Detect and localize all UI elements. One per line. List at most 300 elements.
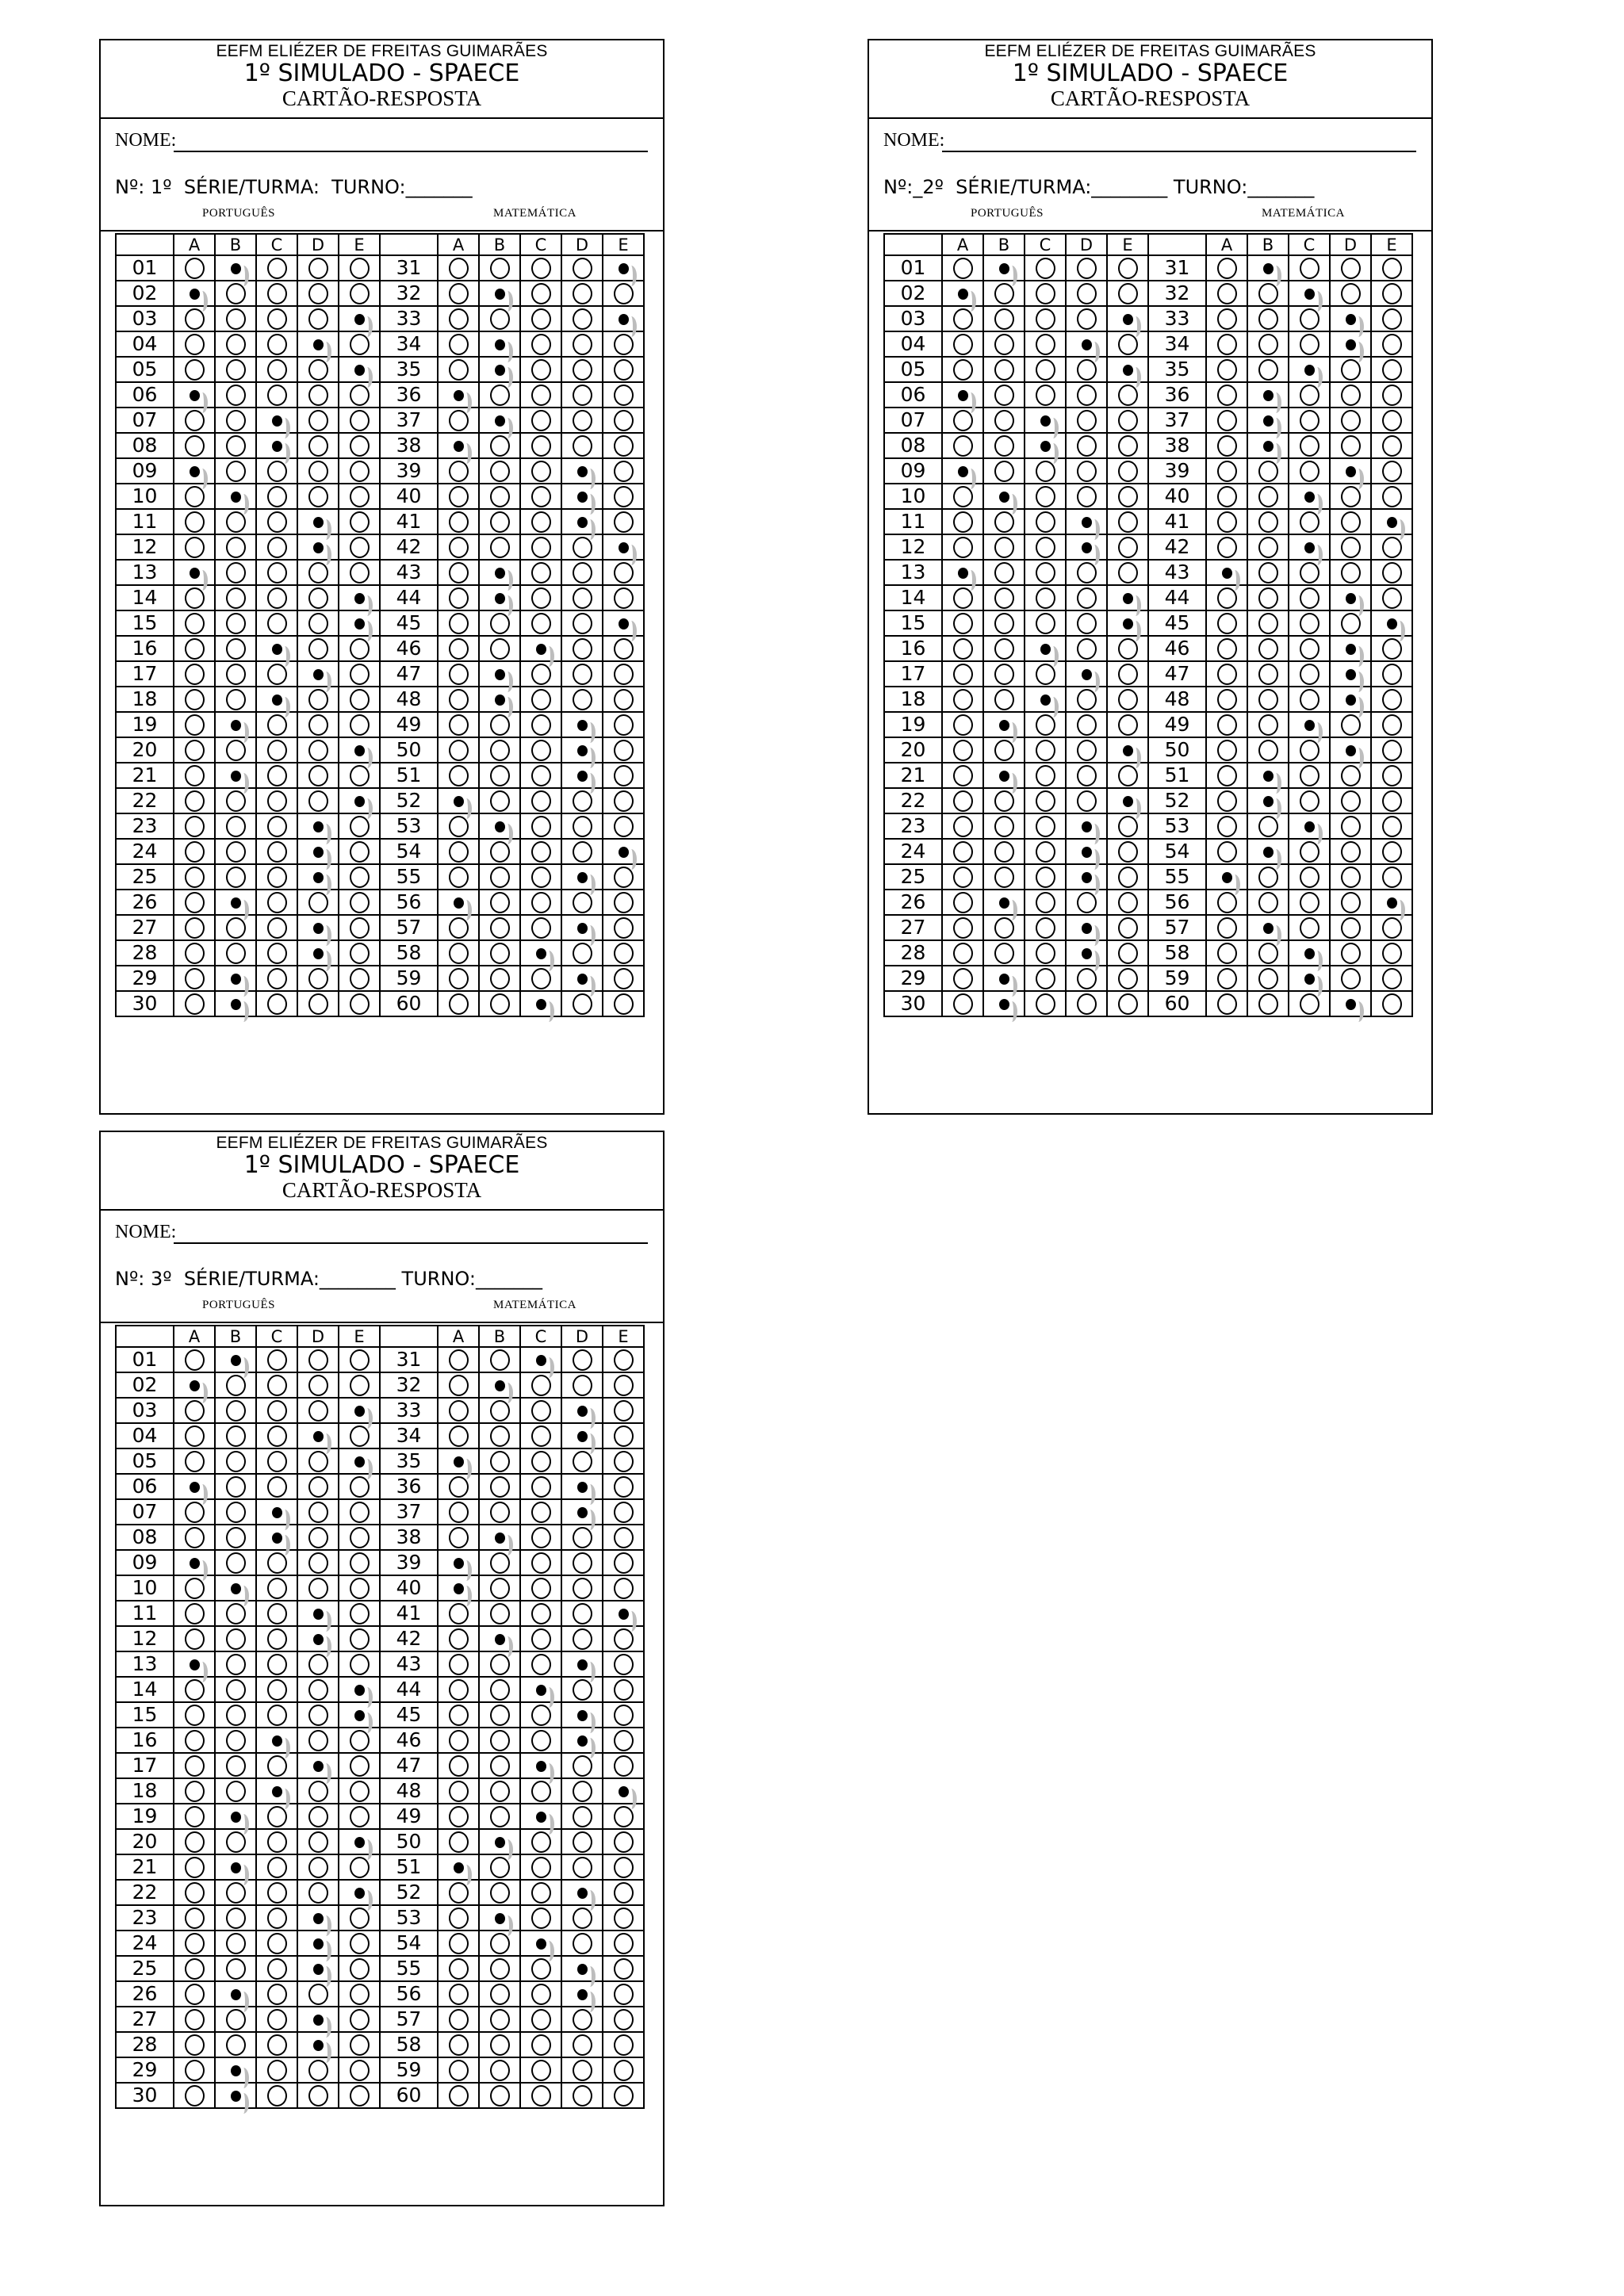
answer-cell[interactable]: [174, 1525, 215, 1550]
answer-bubble[interactable]: [267, 1476, 287, 1498]
answer-bubble[interactable]: [1077, 410, 1097, 431]
answer-cell[interactable]: [215, 839, 256, 864]
answer-cell[interactable]: [520, 1753, 561, 1778]
answer-cell[interactable]: [561, 991, 603, 1016]
answer-bubble[interactable]: [308, 435, 328, 457]
answer-cell[interactable]: [1247, 712, 1289, 737]
answer-cell[interactable]: [438, 1880, 479, 1905]
answer-bubble[interactable]: [226, 587, 246, 609]
answer-cell[interactable]: [479, 1423, 520, 1448]
answer-cell[interactable]: [603, 1525, 644, 1550]
answer-cell[interactable]: [256, 255, 297, 281]
answer-cell[interactable]: [174, 1702, 215, 1728]
answer-bubble[interactable]: [449, 258, 469, 279]
answer-cell[interactable]: [215, 2057, 256, 2083]
answer-cell[interactable]: [520, 661, 561, 687]
answer-bubble[interactable]: [573, 1806, 592, 1827]
answer-cell[interactable]: [297, 484, 339, 509]
filled-mark[interactable]: [231, 897, 241, 909]
filled-mark[interactable]: [354, 1710, 365, 1721]
answer-cell[interactable]: [256, 1702, 297, 1728]
answer-bubble[interactable]: [1077, 790, 1097, 812]
answer-cell[interactable]: [256, 864, 297, 890]
answer-bubble[interactable]: [573, 2034, 592, 2056]
answer-bubble[interactable]: [308, 613, 328, 634]
answer-cell[interactable]: [215, 991, 256, 1016]
answer-cell[interactable]: [215, 687, 256, 712]
answer-bubble[interactable]: [449, 917, 469, 939]
answer-cell[interactable]: [174, 1931, 215, 1956]
answer-cell[interactable]: [561, 839, 603, 864]
answer-cell[interactable]: [1330, 509, 1371, 534]
answer-cell[interactable]: [561, 1981, 603, 2007]
answer-bubble[interactable]: [490, 993, 510, 1015]
answer-cell[interactable]: [479, 331, 520, 357]
answer-cell[interactable]: [479, 2083, 520, 2108]
answer-bubble[interactable]: [1300, 461, 1320, 482]
answer-bubble[interactable]: [185, 664, 205, 685]
answer-cell[interactable]: [339, 687, 380, 712]
answer-cell[interactable]: [1107, 585, 1148, 610]
answer-bubble[interactable]: [614, 943, 634, 964]
answer-cell[interactable]: [174, 585, 215, 610]
answer-bubble[interactable]: [614, 1476, 634, 1498]
filled-mark[interactable]: [313, 669, 324, 680]
answer-bubble[interactable]: [490, 2085, 510, 2107]
answer-bubble[interactable]: [1036, 892, 1055, 913]
answer-bubble[interactable]: [267, 1882, 287, 1904]
answer-bubble[interactable]: [531, 537, 551, 558]
student-info-line[interactable]: Nº: 1º SÉRIE/TURMA: TURNO:_______: [115, 176, 473, 198]
answer-cell[interactable]: [215, 788, 256, 813]
answer-cell[interactable]: [603, 1626, 644, 1651]
answer-bubble[interactable]: [490, 867, 510, 888]
answer-cell[interactable]: [561, 940, 603, 966]
answer-bubble[interactable]: [953, 664, 973, 685]
answer-bubble[interactable]: [308, 461, 328, 482]
answer-cell[interactable]: [479, 2057, 520, 2083]
filled-mark[interactable]: [231, 263, 241, 274]
answer-cell[interactable]: [1371, 509, 1412, 534]
answer-cell[interactable]: [438, 534, 479, 560]
answer-bubble[interactable]: [573, 1908, 592, 1929]
answer-cell[interactable]: [1371, 712, 1412, 737]
filled-mark[interactable]: [1082, 669, 1092, 680]
name-field[interactable]: [174, 1242, 648, 1244]
answer-cell[interactable]: [339, 1550, 380, 1575]
answer-cell[interactable]: [479, 408, 520, 433]
answer-cell[interactable]: [339, 1499, 380, 1525]
answer-bubble[interactable]: [953, 892, 973, 913]
answer-cell[interactable]: [215, 1702, 256, 1728]
answer-cell[interactable]: [520, 1550, 561, 1575]
answer-bubble[interactable]: [994, 334, 1014, 355]
answer-cell[interactable]: [438, 357, 479, 382]
answer-cell[interactable]: [520, 610, 561, 636]
answer-cell[interactable]: [215, 1905, 256, 1931]
answer-bubble[interactable]: [226, 410, 246, 431]
filled-mark[interactable]: [313, 542, 324, 553]
answer-bubble[interactable]: [350, 917, 370, 939]
answer-cell[interactable]: [256, 1753, 297, 1778]
answer-cell[interactable]: [479, 966, 520, 991]
answer-cell[interactable]: [520, 915, 561, 940]
answer-bubble[interactable]: [1077, 562, 1097, 584]
answer-cell[interactable]: [174, 890, 215, 915]
answer-bubble[interactable]: [531, 1476, 551, 1498]
answer-bubble[interactable]: [185, 892, 205, 913]
answer-cell[interactable]: [297, 357, 339, 382]
answer-cell[interactable]: [1289, 763, 1330, 788]
answer-cell[interactable]: [561, 382, 603, 408]
answer-cell[interactable]: [1025, 408, 1066, 433]
answer-cell[interactable]: [256, 1474, 297, 1499]
answer-cell[interactable]: [256, 1651, 297, 1677]
answer-cell[interactable]: [1025, 585, 1066, 610]
answer-bubble[interactable]: [350, 1527, 370, 1548]
answer-bubble[interactable]: [226, 2034, 246, 2056]
answer-cell[interactable]: [1330, 484, 1371, 509]
answer-bubble[interactable]: [308, 283, 328, 304]
answer-bubble[interactable]: [185, 1755, 205, 1777]
answer-bubble[interactable]: [490, 1933, 510, 1954]
answer-cell[interactable]: [603, 1854, 644, 1880]
answer-bubble[interactable]: [1382, 435, 1402, 457]
answer-cell[interactable]: [520, 1398, 561, 1423]
answer-cell[interactable]: [479, 1398, 520, 1423]
answer-cell[interactable]: [1247, 940, 1289, 966]
filled-mark[interactable]: [454, 796, 464, 807]
answer-cell[interactable]: [1289, 306, 1330, 331]
answer-cell[interactable]: [438, 255, 479, 281]
answer-bubble[interactable]: [614, 1552, 634, 1574]
answer-cell[interactable]: [438, 382, 479, 408]
answer-cell[interactable]: [256, 1931, 297, 1956]
answer-bubble[interactable]: [573, 1755, 592, 1777]
answer-bubble[interactable]: [614, 790, 634, 812]
answer-bubble[interactable]: [573, 2060, 592, 2081]
answer-cell[interactable]: [942, 940, 983, 966]
answer-bubble[interactable]: [308, 968, 328, 989]
answer-cell[interactable]: [1289, 712, 1330, 737]
answer-cell[interactable]: [561, 661, 603, 687]
answer-bubble[interactable]: [490, 1654, 510, 1675]
answer-bubble[interactable]: [490, 1857, 510, 1878]
answer-bubble[interactable]: [308, 1502, 328, 1523]
answer-cell[interactable]: [479, 1981, 520, 2007]
answer-cell[interactable]: [520, 1880, 561, 1905]
answer-bubble[interactable]: [1382, 765, 1402, 786]
answer-bubble[interactable]: [531, 587, 551, 609]
answer-cell[interactable]: [1025, 712, 1066, 737]
answer-bubble[interactable]: [614, 638, 634, 660]
answer-cell[interactable]: [297, 1525, 339, 1550]
answer-bubble[interactable]: [267, 2085, 287, 2107]
answer-bubble[interactable]: [531, 968, 551, 989]
answer-bubble[interactable]: [1258, 816, 1278, 837]
answer-bubble[interactable]: [1382, 461, 1402, 482]
answer-cell[interactable]: [339, 737, 380, 763]
answer-cell[interactable]: [174, 1575, 215, 1601]
answer-bubble[interactable]: [1118, 435, 1138, 457]
answer-bubble[interactable]: [350, 943, 370, 964]
answer-bubble[interactable]: [573, 2085, 592, 2107]
answer-bubble[interactable]: [350, 714, 370, 736]
answer-bubble[interactable]: [1217, 689, 1237, 710]
answer-bubble[interactable]: [531, 1527, 551, 1548]
answer-cell[interactable]: [1107, 560, 1148, 585]
answer-cell[interactable]: [603, 1956, 644, 1981]
answer-bubble[interactable]: [490, 1679, 510, 1701]
filled-mark[interactable]: [1346, 314, 1356, 325]
answer-cell[interactable]: [1330, 458, 1371, 484]
answer-bubble[interactable]: [1118, 664, 1138, 685]
answer-bubble[interactable]: [1382, 638, 1402, 660]
answer-cell[interactable]: [256, 1601, 297, 1626]
answer-bubble[interactable]: [226, 461, 246, 482]
answer-cell[interactable]: [339, 763, 380, 788]
answer-cell[interactable]: [1371, 458, 1412, 484]
answer-bubble[interactable]: [226, 1425, 246, 1447]
answer-bubble[interactable]: [267, 714, 287, 736]
answer-cell[interactable]: [1025, 357, 1066, 382]
answer-cell[interactable]: [942, 382, 983, 408]
answer-cell[interactable]: [339, 1880, 380, 1905]
answer-cell[interactable]: [339, 306, 380, 331]
answer-cell[interactable]: [1371, 281, 1412, 306]
filled-mark[interactable]: [495, 593, 505, 604]
answer-bubble[interactable]: [449, 2085, 469, 2107]
answer-cell[interactable]: [339, 1651, 380, 1677]
answer-cell[interactable]: [174, 1448, 215, 1474]
answer-bubble[interactable]: [1258, 283, 1278, 304]
answer-bubble[interactable]: [350, 258, 370, 279]
answer-bubble[interactable]: [1341, 435, 1361, 457]
answer-cell[interactable]: [339, 966, 380, 991]
answer-cell[interactable]: [1025, 382, 1066, 408]
answer-cell[interactable]: [1289, 813, 1330, 839]
answer-bubble[interactable]: [267, 1654, 287, 1675]
answer-bubble[interactable]: [490, 1984, 510, 2005]
answer-bubble[interactable]: [573, 385, 592, 406]
answer-bubble[interactable]: [573, 892, 592, 913]
answer-bubble[interactable]: [614, 1400, 634, 1422]
answer-bubble[interactable]: [308, 1831, 328, 1853]
answer-cell[interactable]: [1371, 890, 1412, 915]
answer-cell[interactable]: [297, 839, 339, 864]
answer-cell[interactable]: [1330, 408, 1371, 433]
answer-cell[interactable]: [1247, 458, 1289, 484]
answer-bubble[interactable]: [308, 486, 328, 507]
answer-bubble[interactable]: [573, 1857, 592, 1878]
answer-bubble[interactable]: [531, 486, 551, 507]
answer-bubble[interactable]: [1382, 917, 1402, 939]
answer-bubble[interactable]: [490, 537, 510, 558]
answer-cell[interactable]: [1330, 585, 1371, 610]
answer-cell[interactable]: [561, 509, 603, 534]
answer-bubble[interactable]: [1036, 359, 1055, 381]
answer-bubble[interactable]: [1036, 537, 1055, 558]
answer-bubble[interactable]: [350, 283, 370, 304]
answer-cell[interactable]: [1025, 813, 1066, 839]
answer-cell[interactable]: [942, 255, 983, 281]
filled-mark[interactable]: [1304, 492, 1315, 503]
answer-bubble[interactable]: [994, 435, 1014, 457]
answer-bubble[interactable]: [1258, 613, 1278, 634]
filled-mark[interactable]: [577, 466, 588, 477]
filled-mark[interactable]: [1346, 999, 1356, 1010]
filled-mark[interactable]: [354, 745, 365, 756]
filled-mark[interactable]: [313, 2015, 324, 2026]
answer-bubble[interactable]: [449, 1502, 469, 1523]
answer-cell[interactable]: [479, 484, 520, 509]
answer-bubble[interactable]: [308, 2085, 328, 2107]
answer-bubble[interactable]: [226, 308, 246, 330]
answer-bubble[interactable]: [308, 258, 328, 279]
answer-cell[interactable]: [339, 915, 380, 940]
answer-cell[interactable]: [561, 408, 603, 433]
answer-bubble[interactable]: [1258, 359, 1278, 381]
answer-cell[interactable]: [520, 433, 561, 458]
answer-cell[interactable]: [561, 1905, 603, 1931]
answer-bubble[interactable]: [185, 511, 205, 533]
answer-cell[interactable]: [520, 813, 561, 839]
answer-cell[interactable]: [297, 1651, 339, 1677]
answer-cell[interactable]: [1289, 991, 1330, 1016]
answer-bubble[interactable]: [1036, 816, 1055, 837]
answer-cell[interactable]: [256, 1956, 297, 1981]
answer-bubble[interactable]: [226, 562, 246, 584]
answer-bubble[interactable]: [185, 1806, 205, 1827]
answer-cell[interactable]: [256, 1448, 297, 1474]
filled-mark[interactable]: [577, 1888, 588, 1899]
answer-cell[interactable]: [256, 1905, 297, 1931]
answer-bubble[interactable]: [1118, 968, 1138, 989]
answer-cell[interactable]: [438, 813, 479, 839]
answer-bubble[interactable]: [490, 1705, 510, 1726]
answer-cell[interactable]: [983, 408, 1025, 433]
answer-bubble[interactable]: [350, 841, 370, 863]
answer-cell[interactable]: [438, 991, 479, 1016]
filled-mark[interactable]: [1040, 695, 1051, 706]
answer-cell[interactable]: [1025, 940, 1066, 966]
answer-cell[interactable]: [942, 737, 983, 763]
answer-bubble[interactable]: [1077, 689, 1097, 710]
answer-bubble[interactable]: [267, 1628, 287, 1650]
answer-bubble[interactable]: [226, 917, 246, 939]
answer-bubble[interactable]: [614, 1806, 634, 1827]
answer-cell[interactable]: [520, 1931, 561, 1956]
filled-mark[interactable]: [536, 1812, 546, 1823]
answer-cell[interactable]: [479, 509, 520, 534]
answer-cell[interactable]: [1371, 813, 1412, 839]
answer-bubble[interactable]: [185, 1958, 205, 1980]
answer-bubble[interactable]: [614, 1349, 634, 1371]
answer-bubble[interactable]: [1300, 562, 1320, 584]
answer-bubble[interactable]: [1300, 765, 1320, 786]
answer-cell[interactable]: [297, 1880, 339, 1905]
answer-cell[interactable]: [297, 1347, 339, 1372]
answer-bubble[interactable]: [531, 410, 551, 431]
answer-cell[interactable]: [215, 331, 256, 357]
answer-cell[interactable]: [174, 813, 215, 839]
answer-bubble[interactable]: [267, 258, 287, 279]
answer-bubble[interactable]: [573, 638, 592, 660]
answer-bubble[interactable]: [308, 1578, 328, 1599]
answer-cell[interactable]: [339, 1677, 380, 1702]
answer-bubble[interactable]: [531, 1425, 551, 1447]
answer-cell[interactable]: [297, 458, 339, 484]
filled-mark[interactable]: [1387, 618, 1397, 629]
answer-cell[interactable]: [174, 610, 215, 636]
answer-bubble[interactable]: [953, 816, 973, 837]
answer-bubble[interactable]: [614, 664, 634, 685]
answer-cell[interactable]: [174, 737, 215, 763]
answer-bubble[interactable]: [1217, 587, 1237, 609]
filled-mark[interactable]: [577, 923, 588, 934]
filled-mark[interactable]: [495, 821, 505, 832]
answer-cell[interactable]: [1330, 433, 1371, 458]
answer-bubble[interactable]: [490, 2060, 510, 2081]
answer-bubble[interactable]: [226, 841, 246, 863]
answer-cell[interactable]: [1371, 966, 1412, 991]
answer-bubble[interactable]: [308, 892, 328, 913]
answer-bubble[interactable]: [449, 1755, 469, 1777]
answer-cell[interactable]: [438, 636, 479, 661]
answer-cell[interactable]: [983, 509, 1025, 534]
answer-cell[interactable]: [174, 864, 215, 890]
answer-bubble[interactable]: [573, 1603, 592, 1624]
answer-cell[interactable]: [1330, 839, 1371, 864]
answer-bubble[interactable]: [1341, 968, 1361, 989]
answer-bubble[interactable]: [308, 1349, 328, 1371]
answer-cell[interactable]: [339, 585, 380, 610]
answer-bubble[interactable]: [449, 2060, 469, 2081]
answer-cell[interactable]: [215, 1753, 256, 1778]
answer-cell[interactable]: [1371, 687, 1412, 712]
filled-mark[interactable]: [1082, 821, 1092, 832]
answer-cell[interactable]: [174, 255, 215, 281]
answer-cell[interactable]: [520, 991, 561, 1016]
answer-cell[interactable]: [561, 610, 603, 636]
answer-cell[interactable]: [479, 1854, 520, 1880]
answer-bubble[interactable]: [531, 841, 551, 863]
answer-bubble[interactable]: [449, 1933, 469, 1954]
answer-cell[interactable]: [1371, 763, 1412, 788]
answer-bubble[interactable]: [308, 1806, 328, 1827]
answer-cell[interactable]: [215, 1423, 256, 1448]
answer-bubble[interactable]: [308, 562, 328, 584]
answer-cell[interactable]: [983, 331, 1025, 357]
answer-bubble[interactable]: [531, 511, 551, 533]
answer-cell[interactable]: [215, 1728, 256, 1753]
answer-cell[interactable]: [339, 991, 380, 1016]
answer-bubble[interactable]: [490, 917, 510, 939]
answer-bubble[interactable]: [614, 1984, 634, 2005]
answer-cell[interactable]: [603, 839, 644, 864]
answer-cell[interactable]: [297, 1829, 339, 1854]
answer-cell[interactable]: [520, 509, 561, 534]
answer-bubble[interactable]: [1300, 867, 1320, 888]
answer-cell[interactable]: [1206, 915, 1247, 940]
answer-bubble[interactable]: [1217, 664, 1237, 685]
answer-cell[interactable]: [438, 1626, 479, 1651]
answer-cell[interactable]: [174, 433, 215, 458]
answer-bubble[interactable]: [267, 943, 287, 964]
answer-bubble[interactable]: [449, 334, 469, 355]
answer-bubble[interactable]: [1382, 385, 1402, 406]
answer-cell[interactable]: [1107, 687, 1148, 712]
